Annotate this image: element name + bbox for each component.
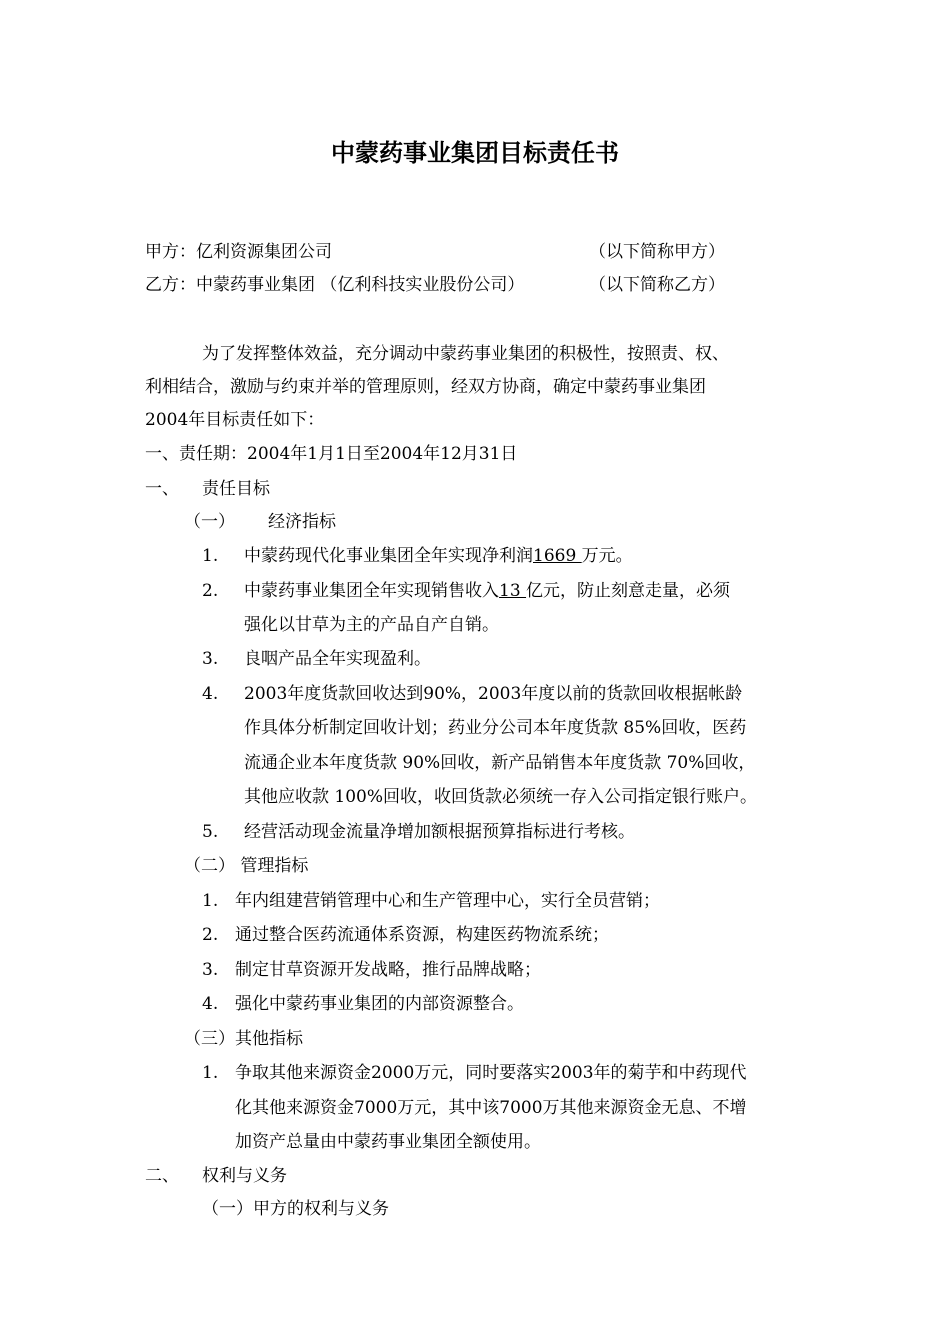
mgmt-item-4: 强化中蒙药事业集团的内部资源整合。	[235, 994, 524, 1014]
net-profit-value: 1669	[533, 546, 582, 566]
other-item-1-line-1: 争取其他来源资金2000万元，同时要落实2003年的菊芋和中药现代	[235, 1063, 747, 1083]
other-item-1-line-3: 加资产总量由中蒙药事业集团全额使用。	[235, 1132, 541, 1152]
party-a-label: 甲方：亿利资源集团公司	[145, 242, 332, 262]
intro-line-2: 利相结合，激励与约束并举的管理原则，经双方协商，确定中蒙药事业集团	[145, 377, 706, 397]
party-b-label: 乙方：中蒙药事业集团 （亿利科技实业股份公司）	[145, 275, 525, 295]
party-a-note: （以下简称甲方）	[589, 242, 725, 262]
mgmt-item-3-number: 3.	[202, 960, 219, 980]
other-item-1-number: 1.	[202, 1063, 219, 1083]
econ-item-2-post: 亿元，防止刻意走量，必须	[526, 581, 731, 601]
econ-item-4-line-3: 流通企业本年度货款 90%回收，新产品销售本年度货款 70%回收，	[244, 753, 756, 773]
mgmt-item-3: 制定甘草资源开发战略，推行品牌战略；	[235, 960, 541, 980]
econ-item-5-number: 5.	[202, 822, 219, 842]
sales-revenue-value: 13	[499, 581, 527, 601]
mgmt-item-4-number: 4.	[202, 994, 219, 1014]
econ-item-1	[244, 545, 633, 567]
econ-item-2-number: 2.	[202, 581, 219, 601]
econ-item-4-line-4: 其他应收款 100%回收，收回货款必须统一存入公司指定银行账户。	[244, 787, 758, 807]
mgmt-item-1-number: 1.	[202, 891, 219, 911]
econ-item-2	[244, 580, 730, 602]
econ-item-5: 经营活动现金流量净增加额根据预算指标进行考核。	[244, 822, 635, 842]
intro-line-1: 为了发挥整体效益，充分调动中蒙药事业集团的积极性，按照责、权、	[202, 344, 729, 364]
econ-item-2-line-2: 强化以甘草为主的产品自产自销。	[244, 615, 499, 635]
section-2-title: 权利与义务	[202, 1166, 287, 1186]
econ-item-4-line-2: 作具体分析制定回收计划；药业分公司本年度货款 85%回收，医药	[244, 718, 747, 738]
responsibility-period: 一、责任期：2004年1月1日至2004年12月31日	[145, 444, 518, 464]
section-1-title: 责任目标	[202, 479, 270, 499]
econ-item-4-number: 4.	[202, 684, 219, 704]
intro-line-3: 2004年目标责任如下：	[145, 410, 325, 430]
other-item-1-line-2: 化其他来源资金7000万元，其中该7000万其他来源资金无息、不增	[235, 1098, 747, 1118]
econ-item-1-number: 1.	[202, 546, 219, 566]
party-a-rights-heading: （一）甲方的权利与义务	[202, 1199, 389, 1219]
econ-item-1-pre: 中蒙药现代化事业集团全年实现净利润	[244, 546, 533, 566]
document-title: 中蒙药事业集团目标责任书	[331, 138, 619, 167]
econ-item-2-pre: 中蒙药事业集团全年实现销售收入	[244, 581, 499, 601]
econ-item-3-number: 3.	[202, 649, 219, 669]
mgmt-item-2-number: 2.	[202, 925, 219, 945]
econ-item-3: 良咽产品全年实现盈利。	[244, 649, 431, 669]
party-b-note: （以下简称乙方）	[589, 275, 725, 295]
mgmt-item-1: 年内组建营销管理中心和生产管理中心，实行全员营销；	[235, 891, 660, 911]
mgmt-title: （二） 管理指标	[184, 856, 309, 876]
econ-item-4-line-1: 2003年度货款回收达到90%，2003年度以前的货款回收根据帐龄	[244, 684, 743, 704]
econ-number: （一）	[184, 512, 235, 532]
econ-title: 经济指标	[268, 512, 336, 532]
mgmt-item-2: 通过整合医药流通体系资源，构建医药物流系统；	[235, 925, 609, 945]
section-2-number: 二、	[145, 1166, 179, 1186]
section-1-number: 一、	[145, 479, 179, 499]
other-title: （三）其他指标	[184, 1029, 303, 1049]
econ-item-1-post: 万元。	[581, 546, 633, 566]
